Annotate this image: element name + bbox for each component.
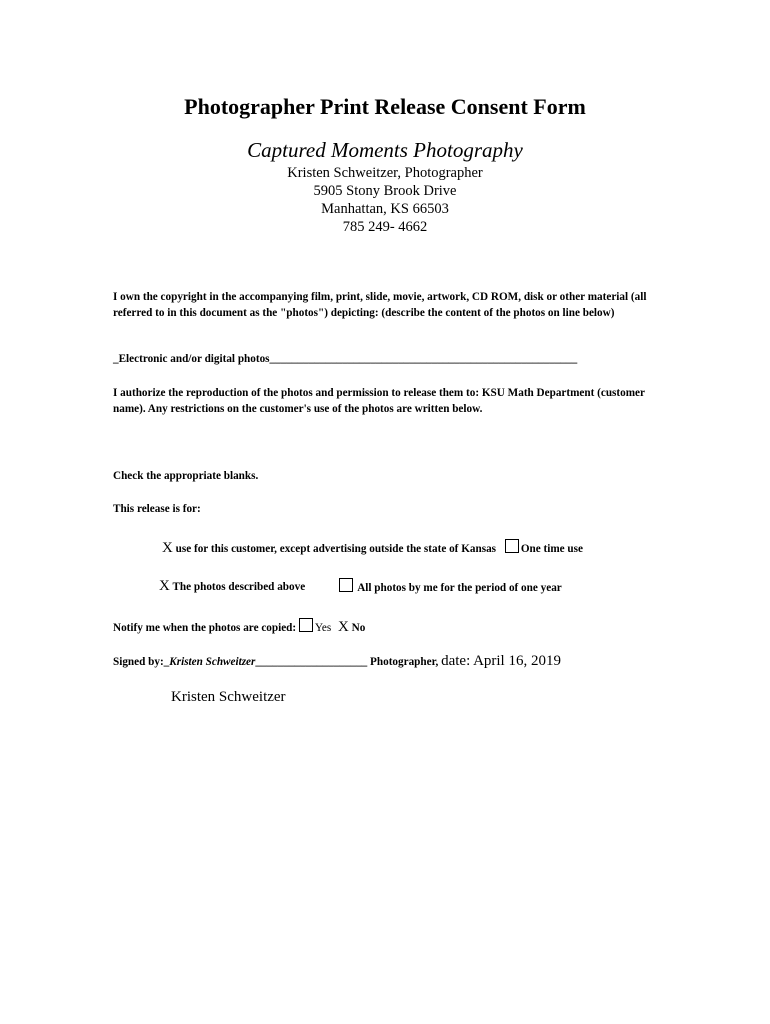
notify-no-check-mark[interactable]: X	[338, 619, 349, 635]
printed-name: Kristen Schweitzer	[171, 689, 286, 705]
customer-name-field[interactable]: KSU Math Department	[481, 387, 595, 399]
role-label: Photographer,	[370, 656, 439, 668]
date-label: date:	[441, 653, 471, 669]
page-title: Photographer Print Release Consent Form	[184, 94, 586, 119]
signature-underline: ____________________	[255, 656, 368, 668]
date-field[interactable]: April 16, 2019	[473, 653, 561, 669]
all-photos-label: All photos by me for the period of one year	[357, 582, 562, 594]
authorization-text: I authorize the reproduction of the photos and permission to release them to:	[113, 387, 480, 399]
customer-use-check-mark[interactable]: X	[162, 540, 173, 556]
notify-label: Notify me when the photos are copied:	[113, 622, 297, 634]
photos-described-label: The photos described above	[172, 581, 306, 593]
option-row-customer-use	[162, 539, 583, 557]
check-instruction: Check the appropriate blanks.	[113, 470, 259, 482]
signature-row	[113, 653, 561, 670]
all-photos-checkbox[interactable]	[339, 578, 353, 592]
authorization-tail-text: (customer name). Any restrictions on the customer's use of the photos are written below.	[113, 387, 645, 415]
customer-use-label: use for this customer, except advertising outside the state of Kansas	[175, 543, 497, 555]
notify-no-label: No	[351, 622, 366, 634]
studio-name: Captured Moments Photography	[247, 138, 523, 162]
phone-number: 785 249- 4662	[342, 219, 428, 235]
option-row-all-photos	[339, 578, 562, 594]
option-row-photos-scope	[159, 578, 305, 595]
notify-row	[113, 618, 365, 636]
photographer-name-line: Kristen Schweitzer, Photographer	[287, 165, 483, 181]
authorization-paragraph	[113, 386, 673, 417]
signed-by-label: Signed by:_	[113, 656, 170, 668]
city-state-zip: Manhattan, KS 66503	[321, 201, 449, 217]
one-time-use-checkbox[interactable]	[505, 539, 519, 553]
photos-description-field[interactable]: _Electronic and/or digital photos_______________________________________________________	[113, 353, 578, 365]
street-address: 5905 Stony Brook Drive	[313, 183, 457, 199]
one-time-use-label: One time use	[520, 543, 583, 555]
notify-yes-label: Yes	[314, 622, 332, 634]
signature-field[interactable]: Kristen Schweitzer	[169, 656, 256, 668]
notify-yes-checkbox[interactable]	[299, 618, 313, 632]
release-for-label: This release is for:	[113, 503, 201, 515]
copyright-statement: I own the copyright in the accompanying film, print, slide, movie, artwork, CD ROM, disk or other material (all referred to in this document as the "photos") depicting: (describe the content of the photos on line below)	[113, 291, 647, 319]
photos-described-check-mark[interactable]: X	[159, 578, 170, 594]
